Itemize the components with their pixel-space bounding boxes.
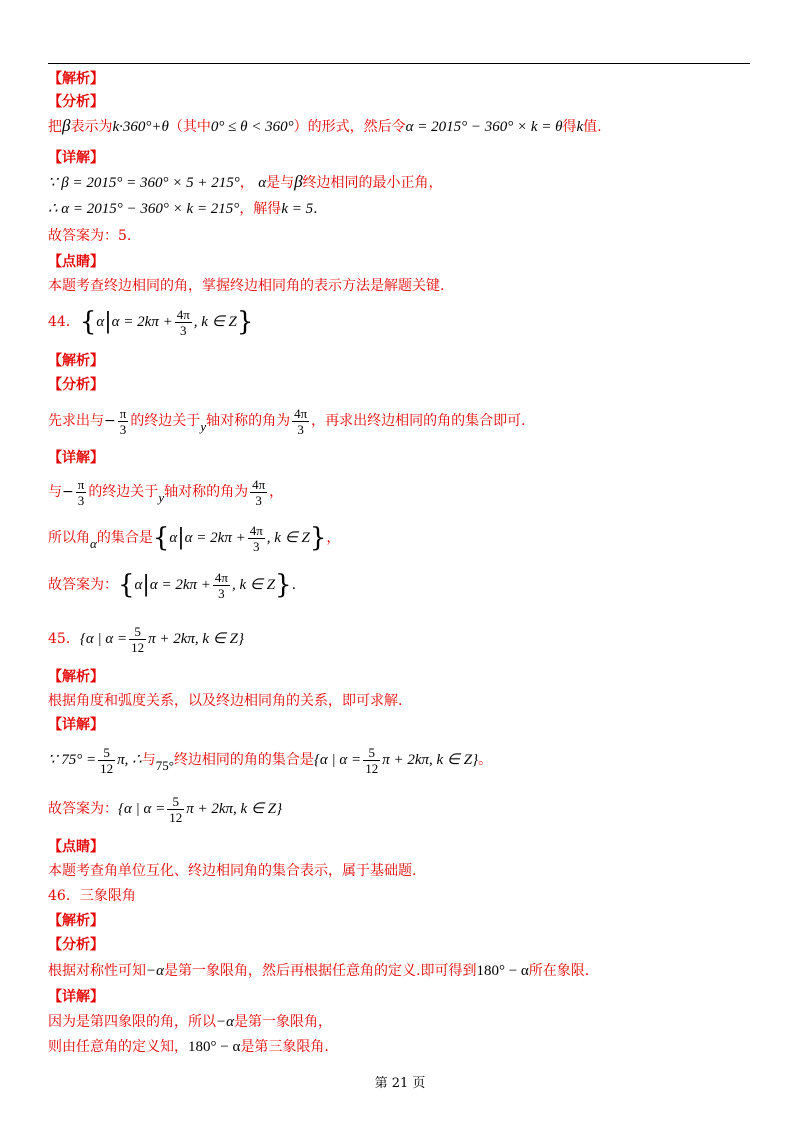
q44-fenxi-text: 先求出与− $\frac{\pi}{3}$ 的终边关于y轴对称的角为 $\frac{4\pi}{3}$ ，再求出终边相同的角的集合即可. bbox=[48, 405, 526, 437]
q46-heading: 46．三象限角 bbox=[48, 888, 136, 904]
detail-tag-45: 【详解】 bbox=[48, 717, 104, 733]
q45-analysis: 根据角度和弧度关系，以及终边相同角的关系，即可求解. bbox=[48, 693, 403, 709]
q45-heading: 45．{α | α = $\frac{5}{12}$ π + 2kπ, k ∈ Z} bbox=[48, 623, 244, 655]
analysis-tag-44: 【解析】 bbox=[48, 353, 104, 369]
q43-comment: 本题考查终边相同的角，掌握终边相同角的表示方法是解题关键. bbox=[48, 278, 445, 294]
detail-tag-46: 【详解】 bbox=[48, 989, 104, 1005]
analysis-tag: 【解析】 bbox=[48, 71, 104, 87]
page-number: 第 21 页 bbox=[374, 1076, 426, 1091]
q44-heading: 44．{α|α = 2kπ + $\frac{4\pi}{3}$ , k ∈ Z} bbox=[48, 306, 254, 338]
detail-tag-44: 【详解】 bbox=[48, 450, 104, 466]
detail-tag: 【详解】 bbox=[48, 150, 104, 166]
fenxi-tag-44: 【分析】 bbox=[48, 377, 104, 393]
fenxi-tag-46: 【分析】 bbox=[48, 937, 104, 953]
analysis-tag-45: 【解析】 bbox=[48, 669, 104, 685]
header-rule bbox=[48, 63, 750, 64]
q44-detail-1: 与− $\frac{\pi}{3}$ 的终边关于y轴对称的角为 $\frac{4\pi}{3}$ ， bbox=[48, 476, 284, 508]
q46-detail-1: 因为是第四象限的角，所以−α是第一象限角， bbox=[48, 1014, 332, 1030]
q45-detail-1: ∵ 75° = $\frac{5}{12}$ π, ∴与75°终边相同的角的集合是{α | α = $\frac{5}{12}$ π + 2kπ, k ∈ Z}。 bbox=[48, 744, 493, 776]
q43-detail-2: ∴ α = 2015° − 360° × k = 215°，解得k = 5. bbox=[48, 201, 318, 217]
fenxi-tag: 【分析】 bbox=[48, 94, 104, 110]
analysis-tag-46: 【解析】 bbox=[48, 913, 104, 929]
q46-detail-2: 则由任意角的定义知，180° − α是第三象限角. bbox=[48, 1039, 329, 1055]
q43-fenxi-text: 把β表示为k·360°+θ（其中0° ≤ θ < 360°）的形式，然后令α = 2015° − 360° × k = θ得k值. bbox=[48, 116, 602, 135]
comment-tag: 【点睛】 bbox=[48, 254, 104, 270]
q43-answer: 故答案为：5. bbox=[48, 228, 132, 244]
q45-comment: 本题考查角单位互化、终边相同角的集合表示，属于基础题. bbox=[48, 863, 417, 879]
q44-answer: 故答案为：{α|α = 2kπ + $\frac{4\pi}{3}$ , k ∈ Z}. bbox=[48, 569, 297, 601]
q43-detail-1: ∵ β = 2015° = 360° × 5 + 215°， α是与β终边相同的最小正角， bbox=[48, 172, 443, 191]
q44-detail-2: 所以角α的集合是{α|α = 2kπ + $\frac{4\pi}{3}$ , k ∈ Z}， bbox=[48, 522, 341, 554]
comment-tag-45: 【点睛】 bbox=[48, 839, 104, 855]
q45-answer: 故答案为：{α | α = $\frac{5}{12}$ π + 2kπ, k ∈ Z} bbox=[48, 793, 283, 825]
q46-fenxi-text: 根据对称性可知−α是第一象限角，然后再根据任意角的定义.即可得到180° − α所在象限. bbox=[48, 963, 590, 979]
